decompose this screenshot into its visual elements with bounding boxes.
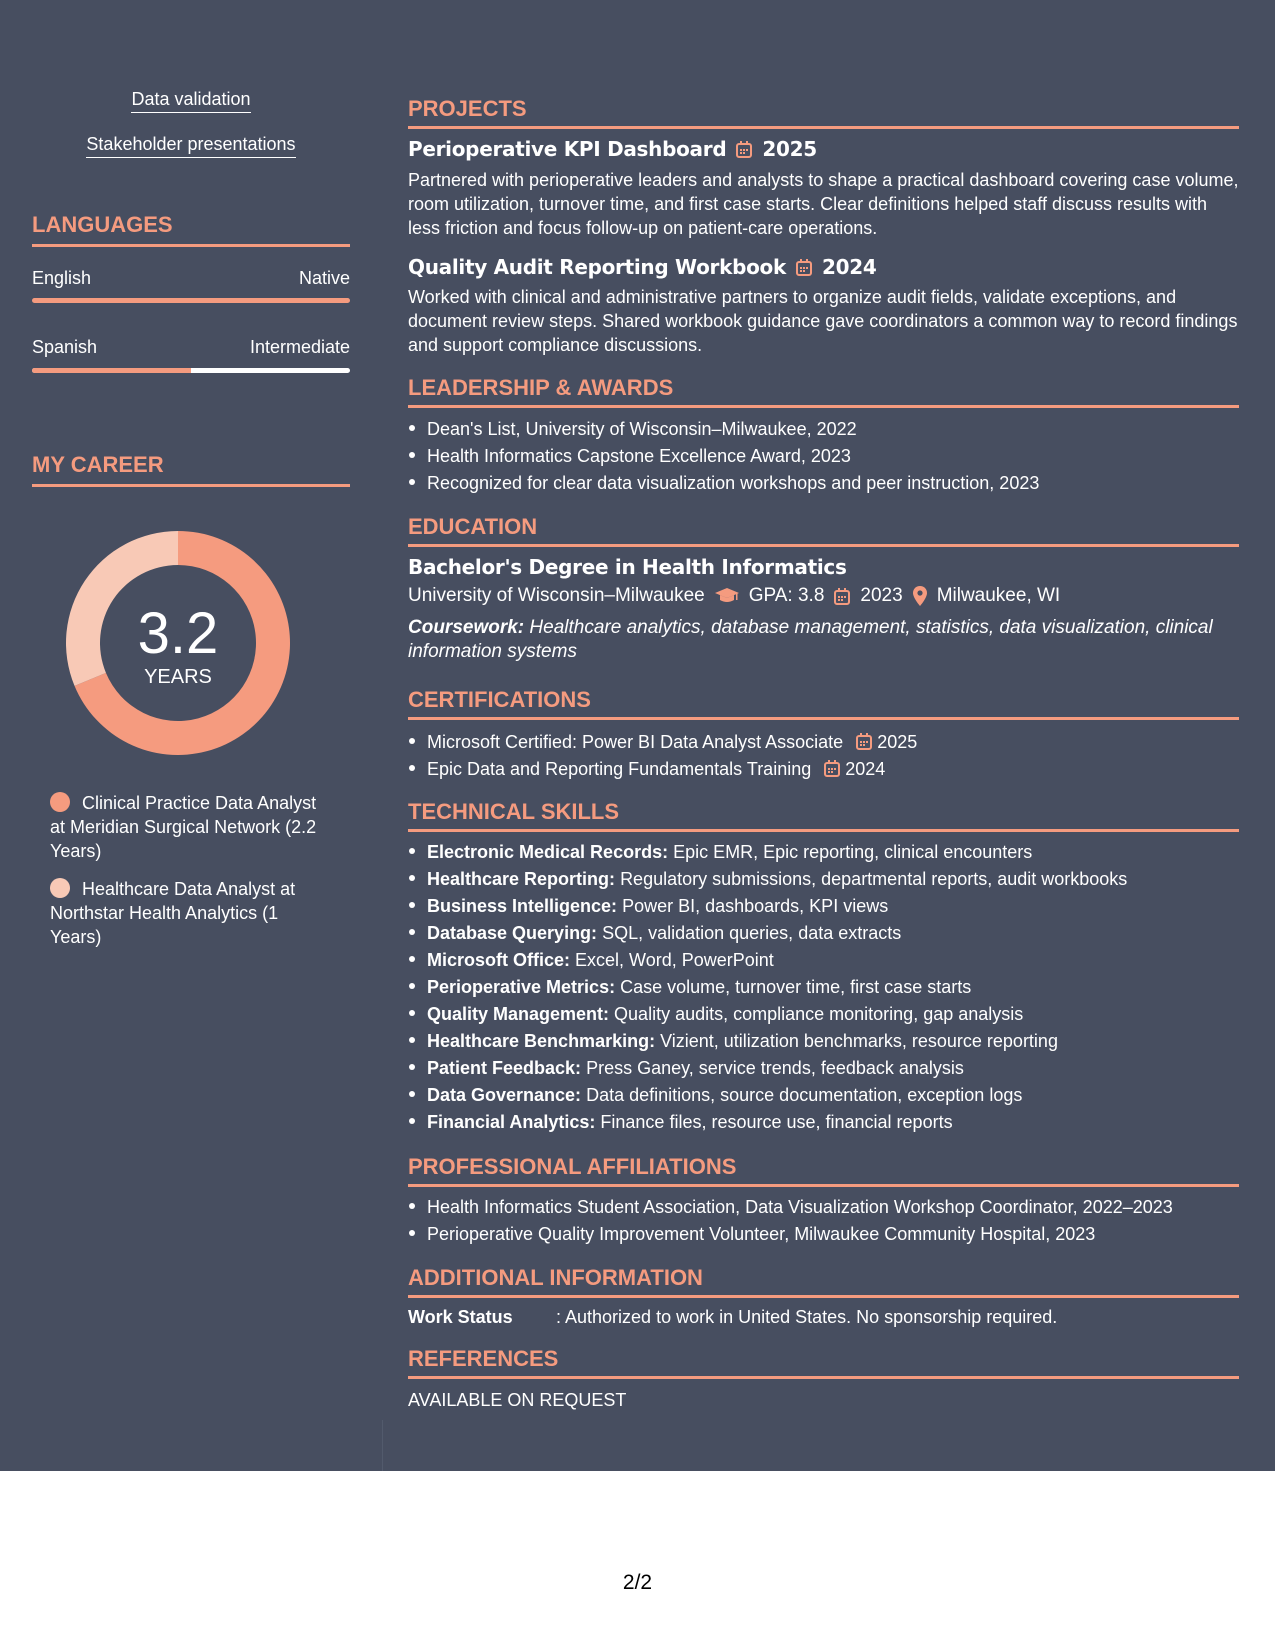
language-bar bbox=[32, 298, 350, 303]
list-item bbox=[408, 1028, 1239, 1055]
career-donut-chart bbox=[66, 531, 290, 755]
leadership-heading: LEADERSHIP & AWARDS bbox=[408, 375, 1239, 408]
skill-label: Business Intelligence: bbox=[427, 896, 618, 916]
school-name: University of Wisconsin–Milwaukee bbox=[408, 585, 705, 606]
work-status bbox=[408, 1305, 1239, 1329]
skill-label: Electronic Medical Records: bbox=[427, 842, 669, 862]
skill-value: SQL, validation queries, data extracts bbox=[602, 923, 902, 943]
list-item bbox=[408, 1001, 1239, 1028]
skill-value: Epic EMR, Epic reporting, clinical encounters bbox=[673, 842, 1033, 862]
coursework-text: Healthcare analytics, database management, statistics, data visualization, clinical information systems bbox=[408, 617, 1213, 662]
certifications-list bbox=[408, 729, 1239, 783]
certifications-heading: CERTIFICATIONS bbox=[408, 687, 1239, 720]
project-year: 2025 bbox=[762, 137, 817, 161]
skill-value: Case volume, turnover time, first case starts bbox=[620, 977, 972, 997]
affiliations-heading: PROFESSIONAL AFFILIATIONS bbox=[408, 1154, 1239, 1187]
career-unit: YEARS bbox=[144, 666, 212, 688]
graduation-year: 2023 bbox=[860, 585, 903, 606]
sidebar bbox=[32, 0, 350, 1471]
list-item: Health Informatics Capstone Excellence Award, 2023 bbox=[408, 443, 1239, 470]
skill-value: Press Ganey, service trends, feedback analysis bbox=[586, 1058, 964, 1078]
list-item: Dean's List, University of Wisconsin–Milwaukee, 2022 bbox=[408, 416, 1239, 443]
language-level: Native bbox=[298, 268, 350, 288]
work-status-value: : Authorized to work in United States. No sponsorship required. bbox=[556, 1307, 1058, 1327]
legend-dot-icon bbox=[50, 878, 70, 898]
list-item bbox=[408, 866, 1239, 893]
calendar-icon bbox=[796, 259, 812, 276]
skill-label: Patient Feedback: bbox=[427, 1058, 582, 1078]
skill-label: Data Governance: bbox=[427, 1085, 582, 1105]
references-heading: REFERENCES bbox=[408, 1346, 1239, 1379]
skill-value: Power BI, dashboards, KPI views bbox=[622, 896, 889, 916]
legend-dot-icon bbox=[50, 792, 70, 812]
language-bar-fill bbox=[32, 368, 191, 373]
skill-label: Healthcare Benchmarking: bbox=[427, 1031, 656, 1051]
skill-label: Microsoft Office: bbox=[427, 950, 571, 970]
skill-value: Data definitions, source documentation, exception logs bbox=[586, 1085, 1023, 1105]
language-level: Intermediate bbox=[249, 337, 350, 357]
skill-value: Excel, Word, PowerPoint bbox=[575, 950, 774, 970]
technical-skills-heading: TECHNICAL SKILLS bbox=[408, 799, 1239, 832]
language-name: Spanish bbox=[32, 337, 98, 357]
education-heading: EDUCATION bbox=[408, 514, 1239, 547]
list-item bbox=[408, 1082, 1239, 1109]
career-total: 3.2 bbox=[137, 601, 219, 666]
skill-tag[interactable]: Data validation bbox=[32, 89, 350, 110]
skill-value: Regulatory submissions, departmental reports, audit workbooks bbox=[620, 869, 1128, 889]
list-item: Perioperative Quality Improvement Volunteer, Milwaukee Community Hospital, 2023 bbox=[408, 1221, 1239, 1248]
calendar-icon bbox=[824, 760, 840, 777]
projects-heading: PROJECTS bbox=[408, 96, 1239, 129]
skill-value: Finance files, resource use, financial reports bbox=[600, 1112, 953, 1132]
list-item bbox=[408, 1055, 1239, 1082]
column-divider bbox=[382, 1420, 383, 1471]
languages-heading: LANGUAGES bbox=[32, 212, 350, 247]
list-item bbox=[408, 1109, 1239, 1136]
project-title: Perioperative KPI Dashboard 2025 bbox=[408, 137, 817, 161]
skill-label: Perioperative Metrics: bbox=[427, 977, 616, 997]
language-name: English bbox=[32, 268, 92, 288]
degree-title: Bachelor's Degree in Health Informatics bbox=[408, 555, 847, 579]
language-row bbox=[32, 268, 350, 289]
skill-value: Quality audits, compliance monitoring, gap analysis bbox=[614, 1004, 1024, 1024]
coursework bbox=[408, 616, 1239, 664]
list-item bbox=[408, 974, 1239, 1001]
work-status-label: Work Status bbox=[408, 1307, 513, 1327]
list-item: Health Informatics Student Association, Data Visualization Workshop Coordinator, 2022–2023 bbox=[408, 1194, 1239, 1221]
language-row bbox=[32, 337, 350, 358]
list-item bbox=[408, 920, 1239, 947]
list-item: Microsoft Certified: Power BI Data Analyst Associate 2025 bbox=[408, 729, 1239, 756]
skill-tag[interactable]: Stakeholder presentations bbox=[32, 134, 350, 155]
leadership-list bbox=[408, 416, 1239, 497]
coursework-label: Coursework: bbox=[408, 617, 525, 638]
calendar-icon bbox=[736, 141, 752, 158]
language-bar bbox=[32, 368, 350, 373]
list-item: Recognized for clear data visualization workshops and peer instruction, 2023 bbox=[408, 470, 1239, 497]
education-details bbox=[408, 585, 1060, 607]
skill-label: Database Querying: bbox=[427, 923, 598, 943]
calendar-icon bbox=[856, 733, 872, 750]
school-location: Milwaukee, WI bbox=[936, 585, 1061, 606]
project-year: 2024 bbox=[822, 255, 877, 279]
calendar-icon bbox=[834, 588, 850, 605]
skill-label: Financial Analytics: bbox=[427, 1112, 596, 1132]
career-heading: MY CAREER bbox=[32, 452, 350, 487]
list-item: Epic Data and Reporting Fundamentals Training 2024 bbox=[408, 756, 1239, 783]
graduation-cap-icon bbox=[715, 587, 739, 605]
career-legend-item: Healthcare Data Analyst at Northstar Health Analytics (1 Years) bbox=[50, 879, 296, 947]
additional-info-heading: ADDITIONAL INFORMATION bbox=[408, 1265, 1239, 1298]
page-number: 2/2 bbox=[622, 1571, 653, 1594]
skill-label: Quality Management: bbox=[427, 1004, 610, 1024]
language-bar-fill bbox=[32, 298, 350, 303]
list-item bbox=[408, 947, 1239, 974]
project-description: Partnered with perioperative leaders and analysts to shape a practical dashboard covering case volume, room utilization, turnover time, and first case starts. Clear definitions helped staff discuss results with less friction and focus follow-up on patient-care operations. bbox=[408, 170, 1239, 238]
career-legend-item: Clinical Practice Data Analyst at Meridian Surgical Network (2.2 Years) bbox=[50, 793, 317, 861]
location-pin-icon bbox=[913, 586, 927, 606]
skill-label: Healthcare Reporting: bbox=[427, 869, 616, 889]
project-title: Quality Audit Reporting Workbook 2024 bbox=[408, 255, 877, 279]
skill-value: Vizient, utilization benchmarks, resource reporting bbox=[660, 1031, 1058, 1051]
list-item bbox=[408, 893, 1239, 920]
list-item bbox=[408, 839, 1239, 866]
technical-skills-list bbox=[408, 839, 1239, 1136]
references-value: AVAILABLE ON REQUEST bbox=[408, 1390, 627, 1410]
gpa: GPA: 3.8 bbox=[748, 585, 825, 606]
affiliations-list bbox=[408, 1194, 1239, 1248]
project-description: Worked with clinical and administrative partners to organize audit fields, validate exceptions, and document review steps. Shared workbook guidance gave coordinators a common way to record findings and support compliance discussions. bbox=[408, 287, 1238, 355]
